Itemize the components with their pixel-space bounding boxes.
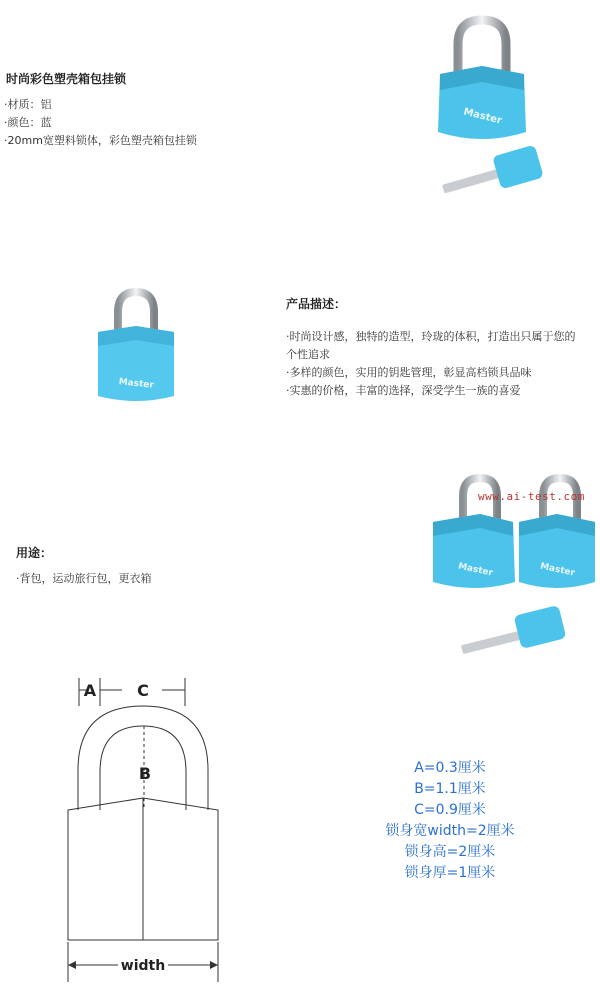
brand-label: Master	[118, 377, 155, 391]
lock-with-key-image	[420, 14, 550, 199]
brand-label: Master	[462, 106, 503, 127]
watermark: www.ai-test.com	[478, 490, 585, 503]
lock-image	[90, 288, 180, 418]
list-item: ·颜色：蓝	[4, 116, 52, 129]
dimension-thickness: 锁身厚=1厘米	[404, 865, 496, 881]
list-item: ·时尚设计感，独特的造型，玲珑的体积，打造出只属于您的	[286, 330, 576, 343]
section1-list	[4, 96, 197, 150]
section2-title: 产品描述：	[286, 297, 347, 311]
dimension-diagram	[40, 670, 240, 990]
dimension-a: A=0.3厘米	[414, 760, 486, 776]
section3-title: 用途：	[16, 546, 53, 560]
brand-label: Master	[539, 561, 576, 579]
list-item: ·20mm宽塑料锁体，彩色塑壳箱包挂锁	[4, 134, 197, 147]
dimensions-list	[330, 758, 570, 884]
label-c: C	[137, 681, 149, 700]
section1-title: 时尚彩色塑壳箱包挂锁	[6, 72, 127, 86]
dimension-c: C=0.9厘米	[414, 802, 486, 818]
dimension-height: 锁身高=2厘米	[404, 844, 496, 860]
brand-label: Master	[457, 561, 494, 579]
list-item: 个性追求	[286, 348, 330, 361]
label-a: A	[83, 681, 97, 700]
dimension-b: B=1.1厘米	[414, 781, 486, 797]
list-item: ·材质：铝	[4, 98, 52, 111]
label-b: B	[138, 764, 152, 783]
section3-list	[16, 570, 152, 588]
dimension-width: 锁身宽width=2厘米	[385, 823, 515, 839]
label-width: width	[120, 958, 166, 974]
list-item: ·多样的颜色，实用的钥匙管理，彰显高档锁具品味	[286, 366, 532, 379]
section2-list	[286, 328, 576, 400]
list-item: ·实惠的价格，丰富的选择，深受学生一族的喜爱	[286, 384, 521, 397]
list-item: ·背包，运动旅行包，更衣箱	[16, 572, 152, 585]
